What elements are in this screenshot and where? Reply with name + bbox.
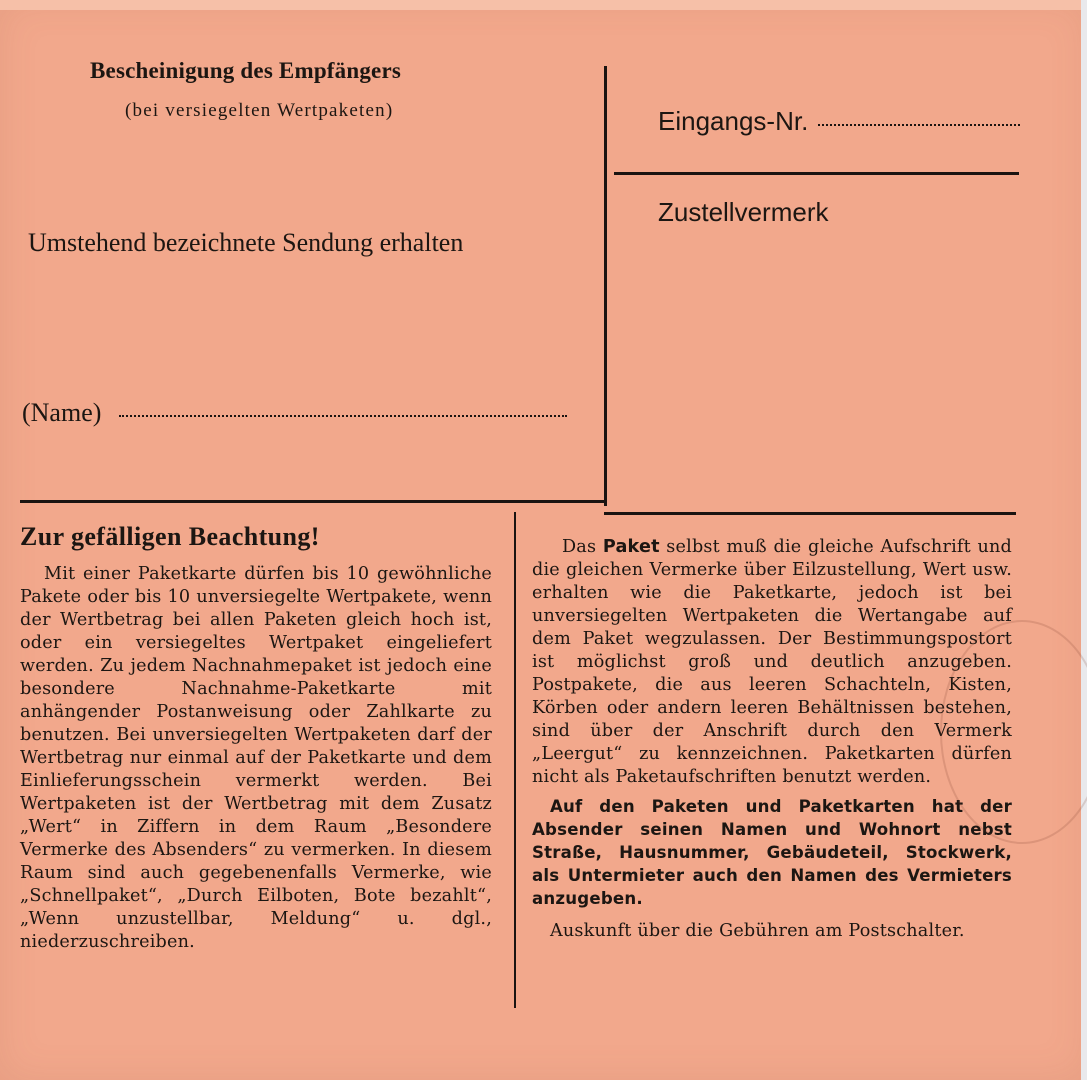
section-divider-right (604, 512, 1016, 515)
entry-number-label: Eingangs-Nr. (658, 106, 809, 136)
notice-left-column: Mit einer Paketkarte dürfen bis 10 gewöhnliche Pakete oder bis 10 unversiegelte Wertpakete, wenn der Wertbetrag bei allen Paketen gleich hoch ist, oder ein versiegeltes Wertpaket eingeliefert werden. Zu jedem Nachnahmepaket ist jedoch eine besondere Nachnahme-Paketkarte mit anhängender Postanweisung oder Zahlkarte zu benutzen. Bei unversiegelten Wertpaketen darf der Wertbetrag nur einmal auf der Paketkarte und dem Einlieferungsschein vermerkt werden. Bei Wertpaketen ist der Wertbetrag mit dem Zusatz „Wert“ in Ziffern in dem Raum „Besondere Vermerke des Absenders“ zu vermerken. In diesem Raum sind auch gegebenenfalls Vermerke, wie „Schnellpaket“, „Durch Eilboten, Bote bezahlt“, „Wenn unzustellbar, Meldung“ u. dgl., niederzuschreiben. (20, 564, 492, 952)
office-divider-line (614, 172, 1019, 175)
recipient-title: Bescheinigung des Empfängers (90, 58, 402, 83)
top-vertical-divider (604, 66, 607, 506)
parcel-paragraph-lead: Das (562, 537, 603, 557)
sender-address-paragraph: Auf den Paketen und Paketkarten hat der Absender seinen Namen und Wohnort nebst Straße, Hausnummer, Gebäudeteil, Stockwerk, als Untermieter auch den Namen des Vermieters anzugeben. (532, 797, 1012, 908)
fees-paragraph: Auskunft über die Gebühren am Postschalter. (550, 921, 965, 941)
notice-heading: Zur gefälligen Beachtung! (20, 522, 320, 551)
paper-edge-top (0, 0, 1087, 10)
paper-edge-right (1081, 0, 1087, 1080)
section-divider-left (20, 500, 605, 503)
name-label: (Name) (22, 398, 102, 427)
recipient-subtitle: (bei versiegelten Wertpaketen) (125, 100, 394, 121)
received-statement: Umstehend bezeichnete Sendung erhalten (28, 228, 464, 257)
parcel-paragraph-text: selbst muß die gleiche Aufschrift und die gleichen Vermerke über Eilzustellung, Wert usw. erhalten wie die Paketkarte, jedoch ist bei unversiegelten Wertpaketen die Wertangabe auf dem Paket wegzulassen. Der Bestimmungspostort ist möglichst groß und deutlich anzugeben. Postpakete, die aus leeren Schachteln, Kisten, Körben oder andern leeren Behältnissen bestehen, sind über der Anschrift durch den Vermerk „Leergut“ zu kennzeichnen. Paketkarten dürfen nicht als Paketaufschriften benutzt werden. (532, 537, 1012, 787)
delivery-note-label: Zustellvermerk (658, 197, 829, 227)
name-field[interactable] (22, 398, 567, 428)
name-dotted-line (119, 414, 567, 417)
entry-number-dotted-line (818, 123, 1020, 126)
entry-number-field[interactable] (658, 106, 1020, 137)
parcel-paragraph (532, 536, 1012, 789)
parcel-keyword: Paket (602, 537, 660, 557)
bottom-vertical-divider (514, 512, 516, 1008)
